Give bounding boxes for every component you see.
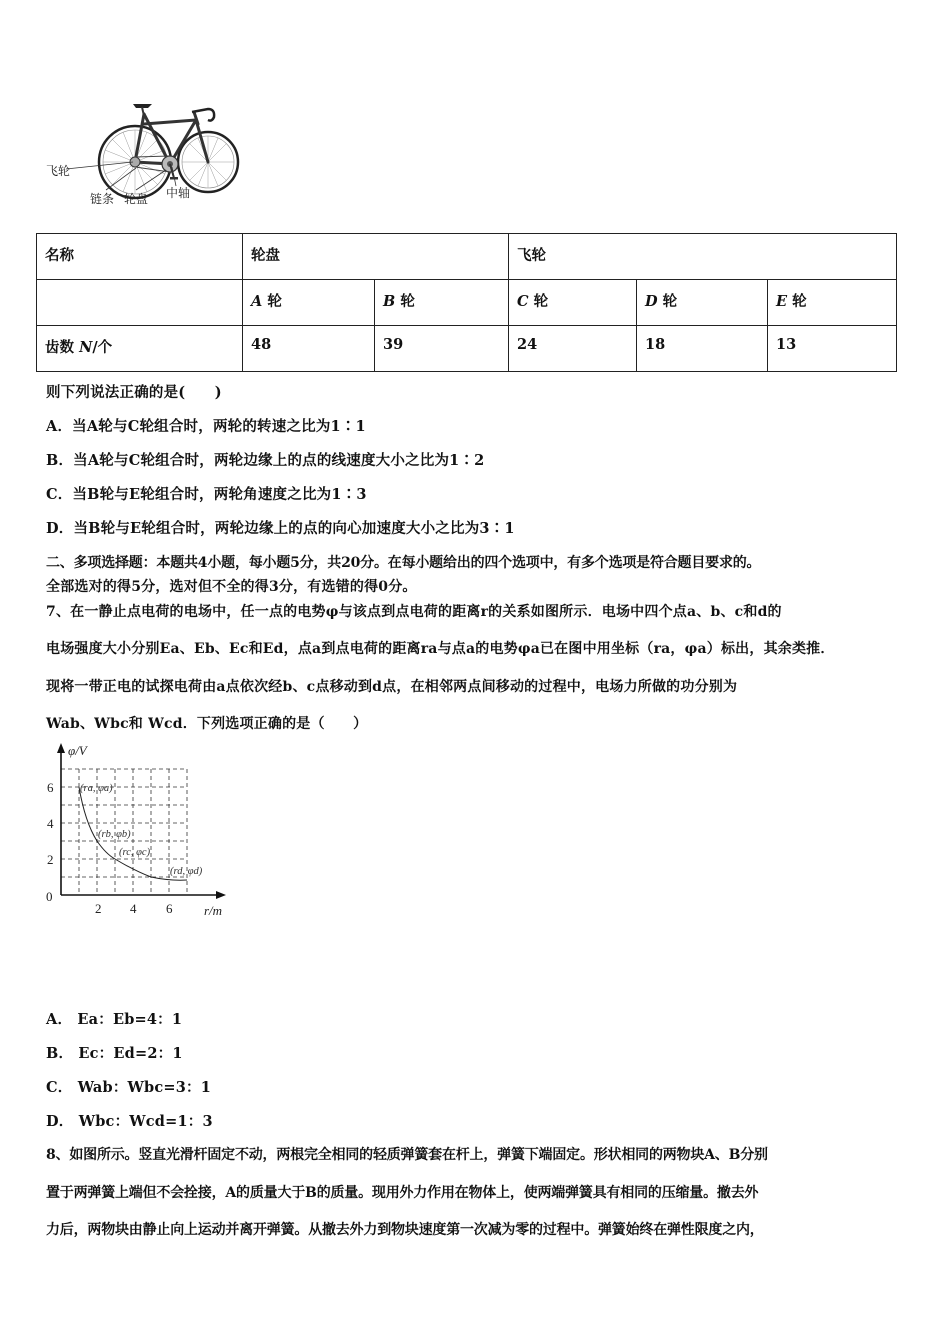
header-flywheel: 飞轮 xyxy=(509,234,897,280)
q7-option-b: B． Ec：Ed=2：1 xyxy=(46,1045,183,1062)
subheader-empty xyxy=(37,280,243,326)
chain-label: 链条 xyxy=(90,192,115,206)
gear-teeth-table xyxy=(36,233,897,372)
table-header-row xyxy=(37,234,897,280)
q6-option-c: C．当B轮与E轮组合时，两轮角速度之比为1∶3 xyxy=(46,486,367,503)
q8-line3: 力后，两物块由静止向上运动并离开弹簧。从撤去外力到物块速度第一次减为零的过程中。弹簧始终在弹性限度之内， xyxy=(46,1222,764,1238)
x-tick-6: 6 xyxy=(166,901,173,916)
q8-line2: 置于两弹簧上端但不会拴接，A的质量大于B的质量。现用外力作用在物体上，使两端弹簧具有相同的压缩量。撤去外 xyxy=(46,1185,759,1201)
subheader-wheel-a: A 轮 xyxy=(243,280,375,326)
q7-line1: 7、在一静止点电荷的电场中，任一点的电势φ与该点到点电荷的距离r的关系如图所示．电场中四个点a、b、c和d的 xyxy=(46,604,782,620)
q7-line2: 电场强度大小分别Ea、Eb、Ec和Ed，点a到点电荷的距离ra与点a的电势φa已在图中用坐标（ra，φa）标出，其余类推． xyxy=(46,641,835,657)
teeth-a: 48 xyxy=(243,326,375,372)
flywheel-label: 飞轮 xyxy=(46,164,71,178)
teeth-c: 24 xyxy=(509,326,637,372)
subheader-wheel-b: B 轮 xyxy=(375,280,509,326)
bicycle-figure xyxy=(40,92,250,212)
y-axis-label: φ/V xyxy=(68,743,87,758)
header-name: 名称 xyxy=(37,234,243,280)
y-tick-2: 2 xyxy=(47,852,54,867)
q7-line4: Wab、Wbc和 Wcd．下列选项正确的是（ ） xyxy=(46,716,368,732)
chart-svg xyxy=(40,740,240,920)
header-chainring: 轮盘 xyxy=(243,234,509,280)
q6-stem: 则下列说法正确的是( ) xyxy=(46,384,222,401)
table-subheader-row xyxy=(37,280,897,326)
potential-distance-chart xyxy=(40,740,240,920)
y-tick-4: 4 xyxy=(47,816,54,831)
x-tick-2: 2 xyxy=(95,901,102,916)
subheader-wheel-d: D 轮 xyxy=(637,280,768,326)
y-tick-0: 0 xyxy=(46,889,53,904)
q7-line3: 现将一带正电的试探电荷由a点依次经b、c点移动到d点，在相邻两点间移动的过程中，电场力所做的功分别为 xyxy=(46,679,738,695)
chainring-label: 轮盘 xyxy=(124,192,149,206)
section2-instructions-line1: 二、多项选择题：本题共4小题，每小题5分，共20分。在每小题给出的四个选项中，有多个选项是符合题目要求的。 xyxy=(46,555,761,571)
row-label-teeth: 齿数 N/个 xyxy=(37,326,243,372)
axle-label: 中轴 xyxy=(166,186,191,200)
point-a-label: (ra, φa) xyxy=(80,783,113,794)
teeth-d: 18 xyxy=(637,326,768,372)
q6-option-a: A．当A轮与C轮组合时，两轮的转速之比为1∶1 xyxy=(46,418,366,435)
x-axis-label: r/m xyxy=(204,903,223,918)
x-axis-arrow-icon xyxy=(216,891,226,899)
q7-option-a: A． Ea：Eb=4：1 xyxy=(46,1011,183,1028)
subheader-wheel-e: E 轮 xyxy=(768,280,897,326)
teeth-b: 39 xyxy=(375,326,509,372)
y-tick-6: 6 xyxy=(47,780,54,795)
q6-option-b: B．当A轮与C轮组合时，两轮边缘上的点的线速度大小之比为1∶2 xyxy=(46,452,485,469)
x-tick-4: 4 xyxy=(130,901,137,916)
table-row xyxy=(37,326,897,372)
q7-option-d: D． Wbc：Wcd=1：3 xyxy=(46,1113,213,1130)
y-axis-arrow-icon xyxy=(57,743,65,753)
point-b-label: (rb, φb) xyxy=(98,829,131,840)
teeth-e: 13 xyxy=(768,326,897,372)
q7-option-c: C． Wab：Wbc=3：1 xyxy=(46,1079,212,1096)
point-c-label: (rc, φc) xyxy=(119,847,151,858)
q8-line1: 8、如图所示。竖直光滑杆固定不动，两根完全相同的轻质弹簧套在杆上，弹簧下端固定。形状相同的两物块A、B分别 xyxy=(46,1147,768,1163)
subheader-wheel-c: C 轮 xyxy=(509,280,637,326)
point-d-label: (rd, φd) xyxy=(170,866,203,877)
section2-instructions-line2: 全部选对的得5分，选对但不全的得3分，有选错的得0分。 xyxy=(46,579,417,595)
q6-option-d: D．当B轮与E轮组合时，两轮边缘上的点的向心加速度大小之比为3∶1 xyxy=(46,520,515,537)
